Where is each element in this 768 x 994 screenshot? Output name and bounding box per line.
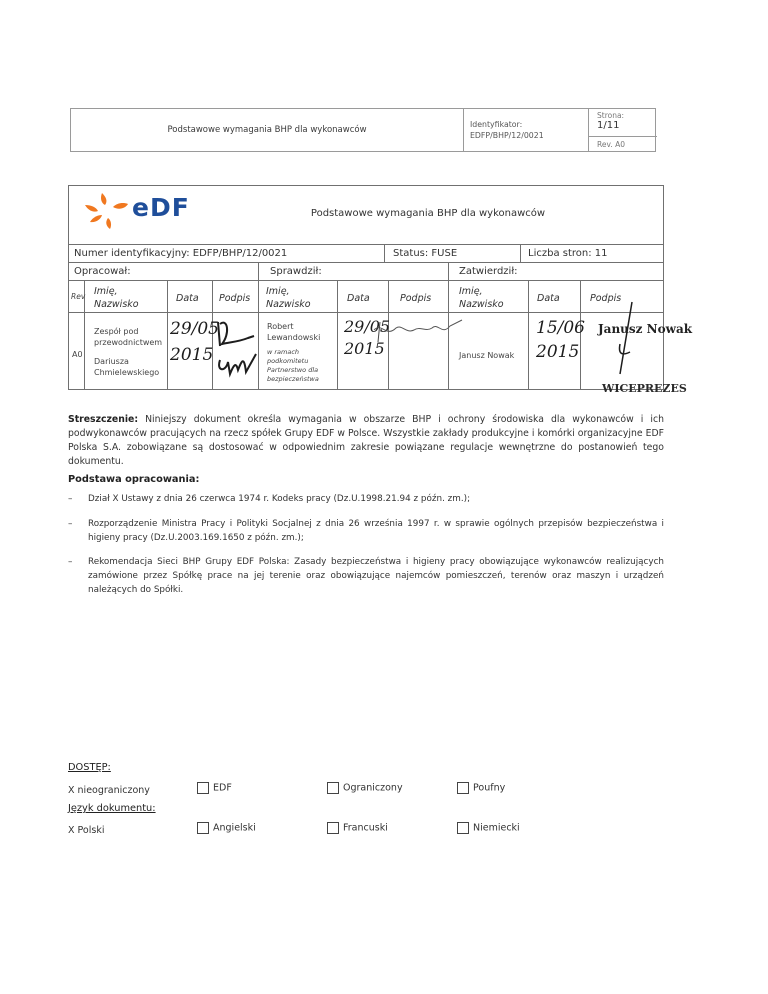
edf-logo: [80, 190, 190, 230]
approved-by-label: Zatwierdził:: [459, 266, 518, 277]
approval-stamp-name: Janusz Nowak: [598, 322, 693, 336]
table-divider: [68, 312, 664, 313]
table-divider: [167, 280, 168, 390]
prepared-date-handwritten: 29/05 2015: [170, 319, 219, 365]
access-option-restricted[interactable]: Ograniczony: [327, 782, 403, 794]
date-column-header: Data: [537, 293, 560, 304]
language-option-french[interactable]: Francuski: [327, 822, 388, 834]
table-divider: [384, 244, 385, 262]
table-divider: [68, 244, 664, 245]
list-item: – Rekomendacja Sieci BHP Grupy EDF Polska: Zasady bezpieczeństwa i higieny pracy obowiązujące wykonawców realizujących zamówione przez Spółkę prace na jej terenie oraz obowiązujące najemców pomieszczeń, terenów oraz maszyn i urządzeń należących do Spółki.: [68, 557, 664, 595]
language-option-english[interactable]: Angielski: [197, 822, 256, 834]
revision-value: A0: [72, 350, 83, 359]
access-option-confidential[interactable]: Poufny: [457, 782, 505, 794]
list-item: – Dział X Ustawy z dnia 26 czerwca 1974 r. Kodeks pracy (Dz.U.1998.21.94 z późn. zm.);: [68, 494, 471, 504]
page-header: [70, 108, 656, 152]
identifier-value: EDFP/BHP/12/0021: [470, 131, 544, 140]
checkbox-icon[interactable]: [327, 782, 339, 794]
summary-label: Streszczenie:: [68, 414, 139, 425]
table-divider: [68, 280, 664, 281]
rev-column-header: Rev: [71, 292, 86, 301]
checked-by-label: Sprawdził:: [270, 266, 322, 277]
approved-by-name: Janusz Nowak: [459, 351, 515, 360]
date-column-header: Data: [347, 293, 370, 304]
approved-date-handwritten: 15/06 2015: [536, 318, 585, 362]
checkbox-icon[interactable]: [197, 822, 209, 834]
document-title: Podstawowe wymagania BHP dla wykonawców: [310, 208, 546, 219]
name-column-header: Imię, Nazwisko: [94, 286, 139, 310]
page-value: 1/11: [597, 120, 620, 131]
page-label: Strona:: [597, 111, 625, 120]
prepared-signature: [214, 316, 258, 378]
list-item: – Rozporządzenie Ministra Pracy i Polityki Socjalnej z dnia 26 września 1997 r. w sprawie ogólnych przepisów bezpieczeństwa i higieny pracy (Dz.U.2003.169.1650 z późn. zm.);: [68, 519, 664, 543]
table-divider: [258, 262, 259, 390]
edf-flame-icon: [80, 190, 132, 230]
signature-column-header: Podpis: [590, 293, 622, 304]
name-column-header: Imię, Nazwisko: [266, 286, 311, 310]
id-number: Numer identyfikacyjny: EDFP/BHP/12/0021: [74, 248, 288, 259]
header-page-info: [589, 109, 657, 151]
checkbox-icon[interactable]: [457, 782, 469, 794]
access-option-edf[interactable]: EDF: [197, 782, 232, 794]
access-option-unrestricted: X nieograniczony: [68, 785, 150, 796]
header-identifier: [463, 109, 589, 151]
checkbox-icon[interactable]: [197, 782, 209, 794]
name-column-header: Imię, Nazwisko: [459, 286, 504, 310]
checked-signature: [370, 316, 466, 344]
page-count: Liczba stron: 11: [528, 248, 608, 259]
identifier-label: Identyfikator:: [470, 120, 523, 129]
signature-column-header: Podpis: [400, 293, 432, 304]
prepared-by-label: Opracował:: [74, 266, 131, 277]
checked-by-name: Robert Lewandowski: [267, 322, 321, 342]
checked-by-note: w ramach podkomitetu Partnerstwo dla bezpieczeństwa: [267, 348, 319, 383]
table-divider: [68, 262, 664, 263]
checked-date-handwritten: 29/05 2015: [344, 317, 391, 358]
approval-stamp-title: WICEPREZES: [602, 382, 687, 395]
approved-signature: [606, 300, 636, 380]
header-doc-title: Podstawowe wymagania BHP dla wykonawców: [71, 109, 464, 151]
summary-text: Niniejszy dokument określa wymagania w obszarze BHP i ochrony środowiska dla wykonawców i ich podwykonawców pracujących na rzecz spółek Grupy EDF w Polsce. Wszystkie zakłady produkcyjne i komórki organizacyjne EDF Polska S.A. zobowiązane są dostosować w odpowiednim zakresie powiązane regulacje wewnętrzne do postanowień tego dokumentu.: [68, 414, 664, 467]
summary-paragraph: [68, 413, 664, 469]
table-divider: [528, 280, 529, 390]
table-divider: [337, 280, 338, 390]
prepared-by-name: Zespół pod przewodnictwem Dariusza Chmielewskiego: [94, 327, 163, 377]
checkbox-icon[interactable]: [457, 822, 469, 834]
access-heading: DOSTĘP:: [68, 762, 111, 773]
checkbox-icon[interactable]: [327, 822, 339, 834]
language-option-german[interactable]: Niemiecki: [457, 822, 520, 834]
revision-label: Rev. A0: [597, 140, 626, 149]
signature-column-header: Podpis: [219, 293, 251, 304]
basis-heading: Podstawa opracowania:: [68, 474, 200, 485]
status: Status: FUSE: [393, 248, 458, 259]
language-option-polish: X Polski: [68, 825, 105, 836]
logo-wordmark: eDF: [132, 193, 190, 222]
table-divider: [520, 244, 521, 262]
date-column-header: Data: [176, 293, 199, 304]
language-heading: Język dokumentu:: [68, 803, 156, 814]
